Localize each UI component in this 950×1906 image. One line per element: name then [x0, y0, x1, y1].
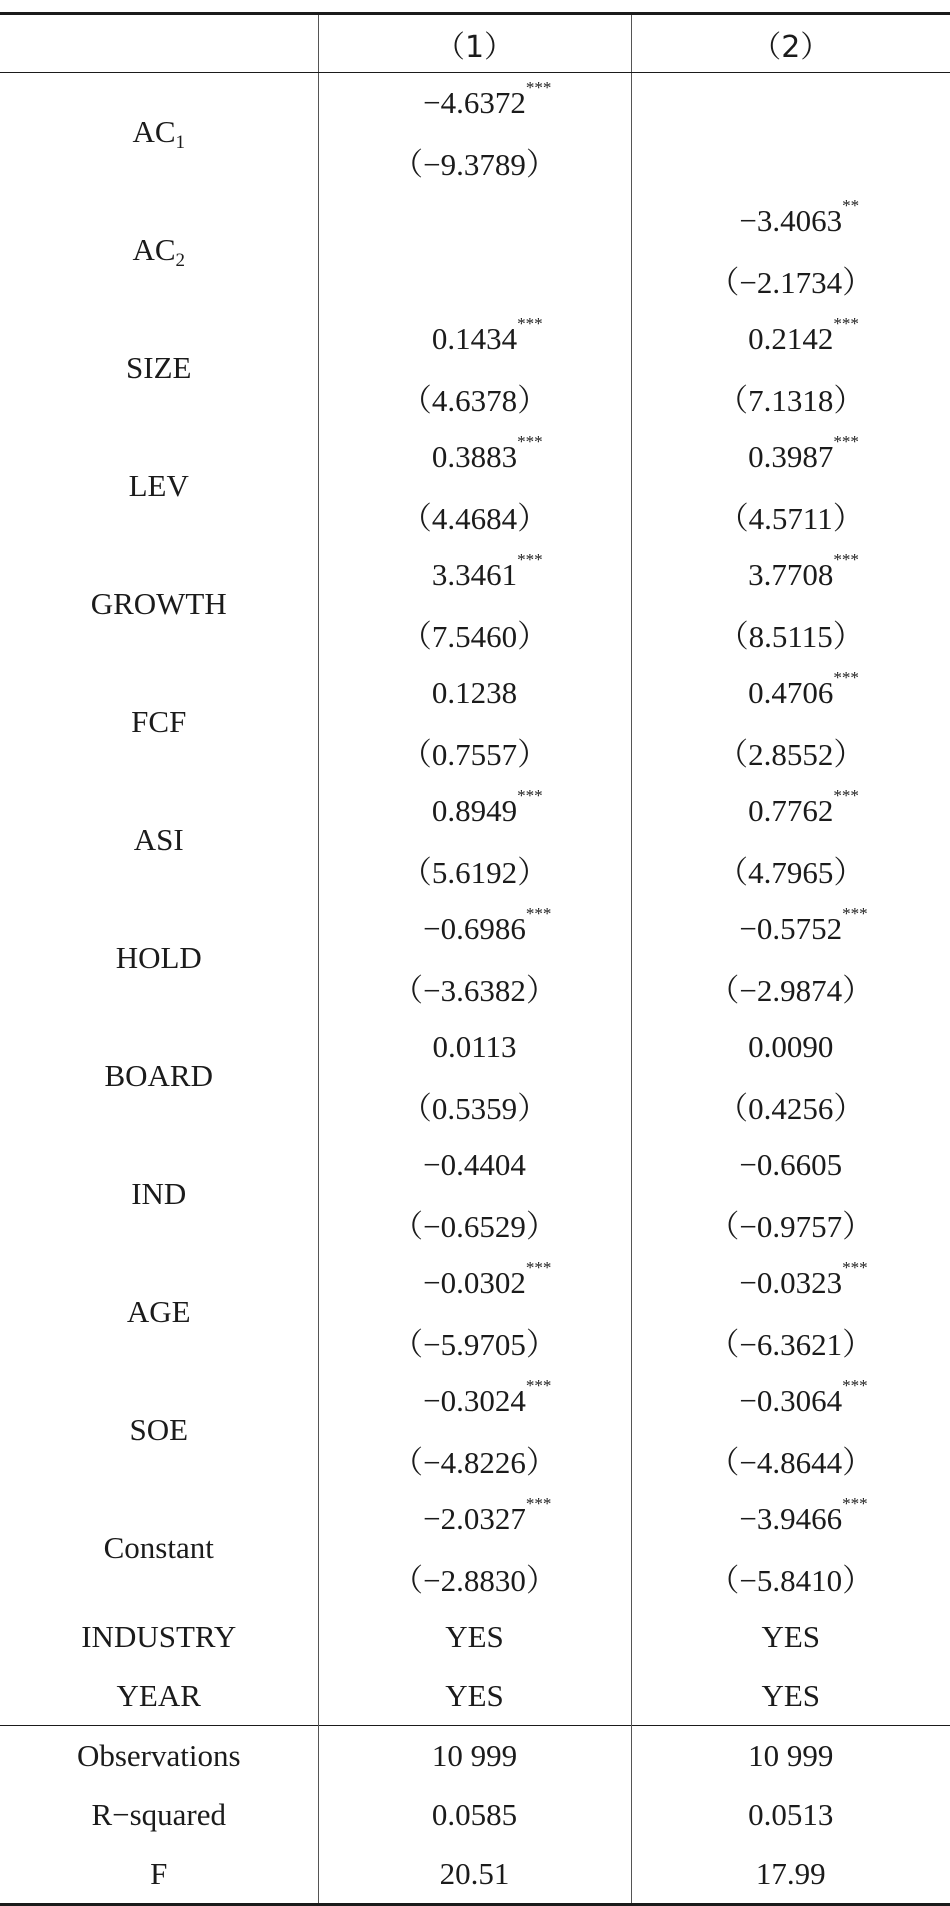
model-1-t-stat — [318, 1312, 631, 1371]
variable-name — [0, 899, 318, 1017]
significance-stars: *** — [842, 903, 868, 923]
model-1-coefficient — [318, 545, 631, 604]
model-2-t-stat — [631, 1312, 950, 1371]
t-statistic: （4.4684） — [400, 501, 549, 536]
model-1-statistic: 0.0585 — [318, 1785, 631, 1844]
model-2-t-stat — [631, 722, 950, 781]
model-2-coefficient — [631, 1017, 950, 1076]
model-1-t-stat — [318, 368, 631, 427]
model-2-statistic: 0.0513 — [631, 1785, 950, 1844]
model-1-t-stat — [318, 250, 631, 309]
statistic-label: Observations — [0, 1726, 318, 1786]
model-2-t-stat — [631, 604, 950, 663]
model-1-statistic: 20.51 — [318, 1844, 631, 1905]
significance-stars: *** — [833, 313, 859, 333]
model-1-coefficient — [318, 191, 631, 250]
coefficient-row — [0, 191, 950, 250]
model-1-t-stat — [318, 958, 631, 1017]
t-statistic: （7.5460） — [400, 619, 549, 654]
variable-label: GROWTH — [90, 586, 227, 621]
coefficient-row — [0, 899, 950, 958]
variable-name — [0, 1489, 318, 1607]
model-2-coefficient — [631, 663, 950, 722]
variable-name — [0, 545, 318, 663]
significance-stars: ** — [842, 195, 860, 215]
variable-name — [0, 1253, 318, 1371]
model-2-coefficient — [631, 1489, 950, 1548]
significance-stars: *** — [525, 1257, 552, 1277]
coefficient-value — [739, 195, 860, 239]
model-2-coefficient — [631, 545, 950, 604]
model-1-t-stat — [318, 486, 631, 545]
model-1-coefficient — [318, 663, 631, 722]
coefficient-number: −0.5752 — [739, 910, 843, 946]
model-1-t-stat — [318, 604, 631, 663]
model-1-t-stat — [318, 1076, 631, 1135]
model-2-t-stat — [631, 132, 950, 191]
significance-stars: *** — [525, 1375, 552, 1395]
coefficient-number: −0.0323 — [739, 1264, 843, 1300]
table-body — [0, 73, 950, 1905]
t-statistic: （−4.8226） — [392, 1445, 557, 1480]
significance-stars: *** — [842, 1493, 868, 1513]
coefficient-value — [748, 1029, 833, 1065]
coefficient-number: 3.3461 — [431, 556, 518, 592]
variable-label: IND — [131, 1176, 187, 1211]
variable-label: SIZE — [126, 350, 192, 385]
coefficient-number: −0.6605 — [739, 1146, 843, 1182]
coefficient-row — [0, 1489, 950, 1548]
model-2-t-stat — [631, 486, 950, 545]
model-2-coefficient — [631, 899, 950, 958]
model-2-coefficient — [631, 191, 950, 250]
model-2-coefficient — [631, 781, 950, 840]
variable-subscript: 2 — [175, 250, 186, 271]
model-2-statistic: 17.99 — [631, 1844, 950, 1905]
coefficient-value — [432, 675, 517, 711]
variable-label: SOE — [129, 1412, 189, 1447]
variable-name — [0, 663, 318, 781]
coefficient-number: −4.6372 — [423, 84, 526, 120]
variable-label: AC — [132, 114, 176, 149]
coefficient-number: 0.1238 — [431, 674, 518, 710]
model-2-control: YES — [631, 1607, 950, 1666]
statistic-row — [0, 1844, 950, 1905]
model-2-coefficient — [631, 309, 950, 368]
coefficient-number: −0.3064 — [739, 1382, 843, 1418]
model-1-t-stat — [318, 840, 631, 899]
t-statistic: （−2.1734） — [708, 265, 874, 300]
significance-stars: *** — [525, 903, 552, 923]
significance-stars: *** — [842, 1375, 868, 1395]
significance-stars: *** — [517, 431, 543, 451]
variable-name — [0, 781, 318, 899]
t-statistic: （7.1318） — [717, 383, 865, 418]
t-statistic: （−9.3789） — [392, 147, 557, 182]
significance-stars: *** — [517, 549, 543, 569]
t-statistic: （−5.8410） — [708, 1563, 874, 1598]
coefficient-value — [431, 431, 543, 475]
coefficient-number: −2.0327 — [423, 1500, 526, 1536]
coefficient-number: 3.7708 — [748, 556, 834, 592]
coefficient-row — [0, 1017, 950, 1076]
control-label: YEAR — [116, 1677, 201, 1713]
model-1-coefficient — [318, 1489, 631, 1548]
model-2-coefficient — [631, 73, 950, 133]
model-1-t-stat — [318, 1194, 631, 1253]
significance-stars: *** — [525, 1493, 552, 1513]
model-1-t-stat — [318, 1548, 631, 1607]
model-1-coefficient — [318, 427, 631, 486]
variable-name — [0, 1017, 318, 1135]
coefficient-number: −0.6986 — [423, 910, 526, 946]
coefficient-number: −0.3024 — [423, 1382, 526, 1418]
model-1-coefficient — [318, 1135, 631, 1194]
model-1-coefficient — [318, 1371, 631, 1430]
model-1-control: YES — [318, 1666, 631, 1726]
header-row — [0, 14, 950, 73]
coefficient-row — [0, 309, 950, 368]
model-1-t-stat — [318, 132, 631, 191]
model-1-coefficient — [318, 781, 631, 840]
coefficient-number: 0.3883 — [431, 438, 518, 474]
significance-stars: *** — [833, 667, 859, 687]
t-statistic: （0.5359） — [400, 1091, 549, 1126]
coefficient-value — [748, 431, 859, 475]
variable-name — [0, 1135, 318, 1253]
coefficient-value — [739, 1375, 868, 1419]
t-statistic: （−6.3621） — [708, 1327, 874, 1362]
variable-label: ASI — [133, 822, 184, 857]
coefficient-row — [0, 73, 950, 133]
coefficient-row — [0, 1253, 950, 1312]
statistic-row — [0, 1726, 950, 1786]
control-row — [0, 1607, 950, 1666]
model-1-t-stat — [318, 1430, 631, 1489]
model-2-t-stat — [631, 368, 950, 427]
model-1-coefficient — [318, 1017, 631, 1076]
model-1-t-stat — [318, 722, 631, 781]
coefficient-value — [423, 1147, 526, 1183]
header-stub — [0, 14, 318, 73]
coefficient-row — [0, 663, 950, 722]
coefficient-number: 0.4706 — [748, 674, 834, 710]
model-2-coefficient — [631, 1135, 950, 1194]
significance-stars: *** — [833, 549, 859, 569]
coefficient-number: 0.7762 — [748, 792, 834, 828]
variable-name — [0, 309, 318, 427]
t-statistic: （−4.8644） — [708, 1445, 874, 1480]
coefficient-row — [0, 1135, 950, 1194]
coefficient-number: −3.9466 — [739, 1500, 843, 1536]
coefficient-number: 0.8949 — [431, 792, 518, 828]
control-row — [0, 1666, 950, 1726]
variable-label: LEV — [128, 468, 189, 503]
coefficient-number: 0.3987 — [748, 438, 834, 474]
t-statistic: （5.6192） — [400, 855, 549, 890]
coefficient-value — [739, 1147, 842, 1183]
coefficient-number: 0.1434 — [431, 320, 518, 356]
model-2-statistic: 10 999 — [631, 1726, 950, 1786]
coefficient-value — [432, 1029, 516, 1065]
coefficient-number: −0.0302 — [423, 1264, 526, 1300]
significance-stars: *** — [842, 1257, 868, 1277]
model-1-coefficient — [318, 1253, 631, 1312]
t-statistic: （4.6378） — [400, 383, 549, 418]
coefficient-value — [423, 77, 552, 121]
model-2-control: YES — [631, 1666, 950, 1726]
model-1-statistic: 10 999 — [318, 1726, 631, 1786]
variable-label: Constant — [103, 1530, 214, 1565]
model-1-coefficient — [318, 73, 631, 133]
coefficient-value — [431, 785, 543, 829]
coefficient-value — [748, 549, 859, 593]
regression-table — [0, 12, 950, 1906]
variable-label: AGE — [126, 1294, 191, 1329]
variable-label: FCF — [131, 704, 187, 739]
model-2-coefficient — [631, 1371, 950, 1430]
model-2-t-stat — [631, 250, 950, 309]
coefficient-row — [0, 545, 950, 604]
table-header — [0, 14, 950, 73]
header-model-1: （1） — [318, 14, 631, 73]
coefficient-number: −3.4063 — [739, 202, 843, 238]
coefficient-value — [431, 313, 543, 357]
coefficient-row — [0, 427, 950, 486]
coefficient-value — [748, 785, 859, 829]
coefficient-value — [739, 1257, 868, 1301]
significance-stars: *** — [833, 431, 859, 451]
coefficient-value — [739, 1493, 868, 1537]
variable-name — [0, 427, 318, 545]
header-model-2: （2） — [631, 14, 950, 73]
variable-subscript: 1 — [175, 132, 186, 153]
t-statistic: （−0.6529） — [392, 1209, 557, 1244]
significance-stars: *** — [517, 313, 543, 333]
coefficient-number: −0.4404 — [423, 1146, 526, 1182]
variable-label: AC — [132, 232, 176, 267]
model-2-t-stat — [631, 1076, 950, 1135]
t-statistic: （−3.6382） — [392, 973, 557, 1008]
t-statistic: （−0.9757） — [708, 1209, 874, 1244]
coefficient-number: 0.2142 — [748, 320, 834, 356]
coefficient-value — [739, 903, 868, 947]
model-2-t-stat — [631, 1194, 950, 1253]
t-statistic: （−2.8830） — [392, 1563, 557, 1598]
model-2-coefficient — [631, 1253, 950, 1312]
significance-stars: *** — [525, 77, 552, 97]
statistic-label: R−squared — [91, 1796, 227, 1832]
variable-label: BOARD — [104, 1058, 213, 1093]
statistic-row — [0, 1785, 950, 1844]
coefficient-number: 0.0090 — [748, 1028, 834, 1064]
variable-name — [0, 1371, 318, 1489]
t-statistic: （4.5711） — [717, 501, 864, 536]
t-statistic: （−5.9705） — [392, 1327, 557, 1362]
coefficient-value — [431, 549, 543, 593]
coefficient-value — [748, 667, 859, 711]
coefficient-value — [748, 313, 859, 357]
coefficient-value — [423, 1257, 552, 1301]
model-2-coefficient — [631, 427, 950, 486]
model-2-t-stat — [631, 958, 950, 1017]
t-statistic: （8.5115） — [717, 619, 864, 654]
control-label: INDUSTRY — [81, 1618, 237, 1654]
significance-stars: *** — [517, 785, 543, 805]
coefficient-value — [423, 903, 552, 947]
significance-stars: *** — [833, 785, 859, 805]
model-2-t-stat — [631, 840, 950, 899]
statistic-label: F — [0, 1844, 318, 1905]
t-statistic: （2.8552） — [717, 737, 865, 772]
variable-label: HOLD — [115, 940, 202, 975]
coefficient-number: 0.0113 — [432, 1028, 517, 1064]
model-2-t-stat — [631, 1548, 950, 1607]
model-1-control: YES — [318, 1607, 631, 1666]
t-statistic: （−2.9874） — [708, 973, 874, 1008]
model-2-t-stat — [631, 1430, 950, 1489]
t-statistic: （0.4256） — [717, 1091, 865, 1126]
model-1-coefficient — [318, 309, 631, 368]
model-1-coefficient — [318, 899, 631, 958]
variable-name — [0, 191, 318, 309]
coefficient-value — [423, 1375, 552, 1419]
coefficient-value — [423, 1493, 552, 1537]
coefficient-row — [0, 1371, 950, 1430]
t-statistic: （4.7965） — [717, 855, 865, 890]
variable-name — [0, 73, 318, 192]
t-statistic: （0.7557） — [400, 737, 549, 772]
coefficient-row — [0, 781, 950, 840]
